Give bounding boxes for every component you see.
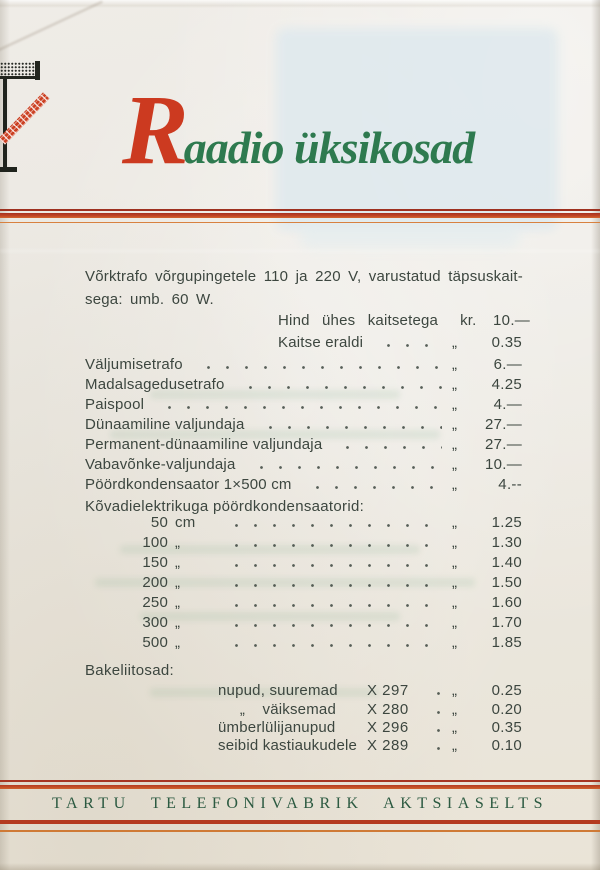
leader-dots [223,584,442,587]
item-label: ümberlülijanupud [218,719,336,736]
divider-rule-top [0,222,600,224]
ornament-foot-serif [0,167,17,172]
item-label: Dünaamiline valjundaja [85,416,245,433]
currency-unit: kr. [460,312,477,329]
price-value: 10.— [493,312,531,329]
price-value: 1.50 [491,574,522,591]
price-row [85,593,522,613]
item-label: Väljumisetrafo [85,356,183,373]
item-label: seibid kastiaukudele [218,737,358,754]
price-value: 4.-- [498,476,522,493]
price-value: 4.25 [491,376,522,393]
price-row [85,375,522,395]
part-code: X 296 [367,719,409,736]
leader-dots [425,747,442,750]
leader-dots [425,729,442,732]
item-label: Hind ühes kaitsetega [278,312,439,329]
capacity-value: 200 [142,574,168,591]
price-value: 27.— [484,416,522,433]
divider-rule-footer [0,785,600,789]
divider-rule-footer [0,820,600,824]
ditto-mark: „ [452,719,458,736]
ornament-vertical-line [3,79,7,171]
paper-edge-shading [591,0,600,870]
price-row [85,355,522,375]
price-row [218,681,522,701]
section-heading-bakelite: Bakeliitosad: [85,662,174,679]
ditto-mark: „ [452,701,458,718]
intro-paragraph-line: Võrktrafo võrgupingetele 110 ja 220 V, varustatud täpsuskait- [85,268,523,285]
ditto-mark: „ [175,594,181,611]
paper-edge-shading [0,863,600,870]
item-label: Madalsagedusetrafo [85,376,225,393]
item-label: Kaitse eraldi [278,334,364,351]
ditto-mark: „ [452,416,458,433]
part-code: X 280 [367,701,409,718]
ditto-mark: „ [452,396,458,413]
ditto-mark: „ [452,614,458,631]
price-row [278,333,522,353]
price-value: 6.— [493,356,522,373]
price-value: 0.35 [491,719,522,736]
ornament-dotted-bar [0,62,37,77]
price-value: 0.25 [491,682,522,699]
price-value: 10.— [484,456,522,473]
leader-dots [223,604,442,607]
ditto-mark: „ [175,554,181,571]
section-heading-capacitors: Kõvadielektrikuga pöördkondensaatorid: [85,498,365,515]
ditto-mark: „ [452,594,458,611]
capacity-value: 150 [142,554,168,571]
leader-dots [195,366,442,369]
capacity-value: 300 [142,614,168,631]
divider-rule-footer [0,780,600,782]
paper-discoloration-patch [300,222,520,248]
price-row [278,311,531,331]
ditto-mark: „ [175,574,181,591]
price-value: 1.85 [491,634,522,651]
price-row [85,533,522,553]
ditto-mark: „ [452,514,458,531]
ditto-mark: „ [175,534,181,551]
title-initial-letter: R [122,74,189,185]
leader-dots [223,544,442,547]
leader-dots [375,344,442,347]
price-value: 27.— [484,436,522,453]
company-name: TARTU TELEFONIVABRIK AKTSIASELTS [52,795,548,812]
divider-rule-top [0,213,600,218]
capacity-unit: cm [175,514,196,531]
ditto-mark: „ [175,614,181,631]
ditto-mark: „ [452,436,458,453]
capacity-value: 250 [142,594,168,611]
leader-dots [304,486,442,489]
capacity-value: 50 [150,514,168,531]
price-value: 1.25 [491,514,522,531]
part-code: X 297 [367,682,409,699]
price-row [85,573,522,593]
leader-dots [223,644,442,647]
leader-dots [248,466,443,469]
capacity-value: 500 [142,634,168,651]
item-label: Vabavõnke-valjundaja [85,456,236,473]
price-row [218,736,522,756]
paper-crease [0,1,103,54]
ditto-mark: „ [452,634,458,651]
ditto-mark: „ [452,554,458,571]
ditto-mark: „ [175,634,181,651]
leader-dots [425,692,442,695]
price-value: 0.35 [491,334,522,351]
leader-dots [223,524,442,527]
price-row [218,718,522,738]
item-label: Permanent-dünaamiline valjundaja [85,436,323,453]
leader-dots [425,711,442,714]
price-value: 4.— [493,396,522,413]
price-value: 0.10 [491,737,522,754]
leader-dots [223,624,442,627]
leader-dots [237,386,442,389]
ditto-mark: „ [452,476,458,493]
price-row [85,415,522,435]
item-label: Pöördkondensaator 1×500 cm [85,476,292,493]
price-value: 1.70 [491,614,522,631]
leader-dots [257,426,443,429]
title-script-text: aadio üksikosad [183,122,475,173]
ditto-mark: „ [452,682,458,699]
price-value: 1.40 [491,554,522,571]
capacity-value: 100 [142,534,168,551]
ditto-mark: „ [452,534,458,551]
price-value: 0.20 [491,701,522,718]
leader-dots [156,406,442,409]
page-title [122,74,475,185]
price-row [85,455,522,475]
item-label: Paispool [85,396,145,413]
divider-rule-top [0,209,600,211]
price-row [85,513,522,533]
price-row [218,700,522,720]
price-row [85,613,522,633]
ditto-mark: „ [452,334,458,351]
price-row [85,475,522,495]
price-value: 1.30 [491,534,522,551]
price-value: 1.60 [491,594,522,611]
price-row [85,633,522,653]
paper-crease [0,250,600,252]
leader-dots [223,564,442,567]
ditto-mark: „ [452,737,458,754]
item-label: „ väiksemad [218,701,336,718]
ditto-mark: „ [452,456,458,473]
leader-dots [334,446,442,449]
ditto-mark: „ [452,376,458,393]
intro-paragraph-line: sega: umb. 60 W. [85,291,214,308]
part-code: X 289 [367,737,409,754]
price-row [85,435,522,455]
price-row [85,553,522,573]
divider-rule-footer [0,830,600,832]
ditto-mark: „ [452,574,458,591]
price-row [85,395,522,415]
ditto-mark: „ [452,356,458,373]
item-label: nupud, suuremad [218,682,338,699]
